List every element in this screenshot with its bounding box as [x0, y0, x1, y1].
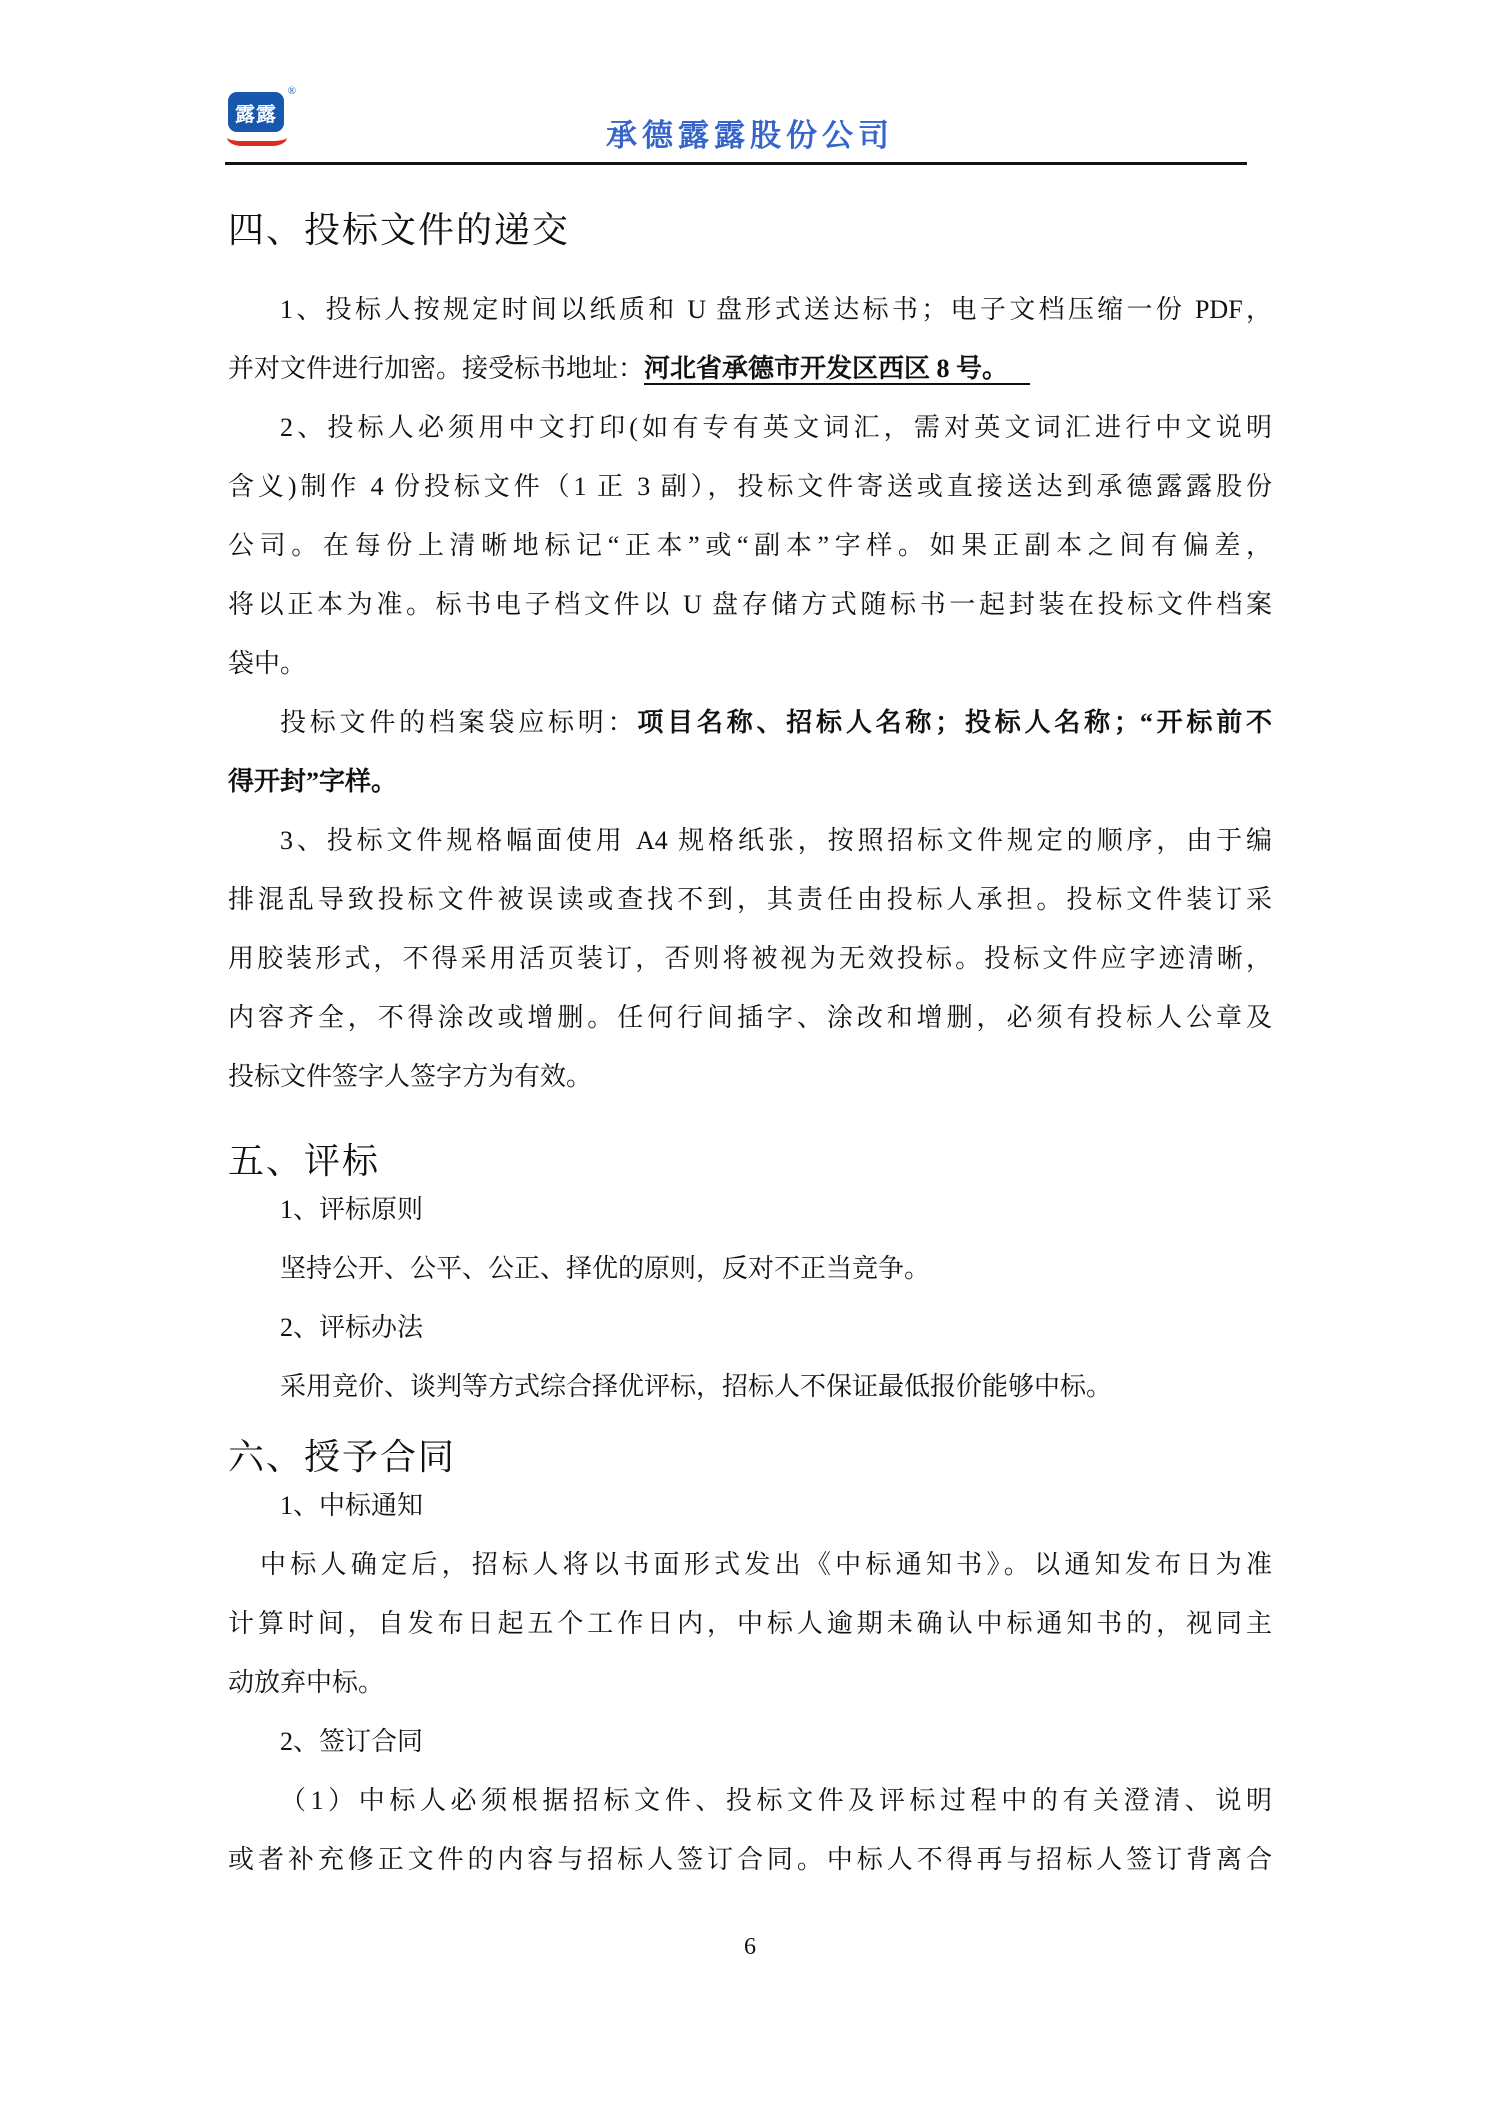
list-item-label: 2、签订合同	[280, 1727, 424, 1756]
section-contract-award-text	[228, 1476, 1272, 1889]
company-name: 承德露露股份公司	[606, 118, 894, 153]
paragraph-line: 动放弃中标。	[228, 1668, 385, 1697]
paragraph-line: 计算时间，自发布日起五个工作日内，中标人逾期未确认中标通知书的，视同主	[228, 1609, 1272, 1638]
section-submission-text	[228, 280, 1272, 1106]
section-title-contract-award: 六、授予合同	[228, 1437, 457, 1477]
paragraph-line: 3、投标文件规格幅面使用 A4 规格纸张，按照招标文件规定的顺序，由于编	[280, 826, 1272, 855]
list-item-label: 2、评标办法	[280, 1313, 424, 1342]
paragraph-line: 或者补充修正文件的内容与招标人签订合同。中标人不得再与招标人签订背离合	[228, 1845, 1272, 1874]
registered-trademark-icon: ®	[287, 85, 297, 97]
list-item-label: 1、评标原则	[280, 1195, 424, 1224]
section-title-submission: 四、投标文件的递交	[228, 210, 571, 250]
logo-text: 露露	[235, 103, 277, 126]
document-body	[228, 0, 1272, 1889]
paragraph-line: 公司。在每份上清晰地标记“正本”或“副本”字样。如果正副本之间有偏差，	[228, 531, 1272, 560]
paragraph-line: 排混乱导致投标文件被误读或查找不到，其责任由投标人承担。投标文件装订采	[228, 885, 1272, 914]
paragraph-line: 得开封”字样。	[228, 767, 398, 796]
list-item-label: 1、中标通知	[280, 1491, 424, 1520]
paragraph-line: 用胶装形式，不得采用活页装订，否则将被视为无效投标。投标文件应字迹清晰，	[228, 944, 1272, 973]
archive-bag-label: 投标文件的档案袋应标明：	[280, 708, 638, 737]
paragraph-line: 坚持公开、公平、公正、择优的原则，反对不正当竞争。	[280, 1254, 931, 1283]
section-evaluation-text	[228, 1180, 1272, 1416]
paragraph-line: （1）中标人必须根据招标文件、投标文件及评标过程中的有关澄清、说明	[280, 1786, 1272, 1815]
paragraph-line: 将以正本为准。标书电子档文件以 U 盘存储方式随标书一起封装在投标文件档案	[228, 590, 1272, 619]
paragraph-line: 含义)制作 4 份投标文件（1 正 3 副），投标文件寄送或直接送达到承德露露股份	[228, 472, 1272, 501]
section-title-evaluation: 五、评标	[228, 1141, 381, 1181]
paragraph-line: 内容齐全，不得涂改或增删。任何行间插字、涂改和增删，必须有投标人公章及	[228, 1003, 1272, 1032]
paragraph-line: 袋中。	[228, 649, 307, 678]
paragraph-line: 2、投标人必须用中文打印(如有专有英文词汇，需对英文词汇进行中文说明	[280, 413, 1272, 442]
paragraph-line: 1、投标人按规定时间以纸质和 U 盘形式送达标书；电子文档压缩一份 PDF，	[280, 295, 1272, 324]
address-label: 并对文件进行加密。接受标书地址：	[228, 354, 645, 383]
paragraph-line: 采用竞价、谈判等方式综合择优评标，招标人不保证最低报价能够中标。	[280, 1372, 1113, 1401]
paragraph-line	[228, 693, 1272, 752]
archive-bag-requirement: 项目名称、招标人名称；投标人名称；“开标前不	[637, 708, 1272, 737]
paragraph-line: 投标文件签字人签字方为有效。	[228, 1062, 593, 1091]
paragraph-line	[228, 339, 1272, 398]
bid-delivery-address: 河北省承德市开发区西区 8 号。	[644, 354, 1030, 385]
page-number: 6	[744, 1934, 756, 1960]
paragraph-line: 中标人确定后，招标人将以书面形式发出《中标通知书》。以通知发布日为准	[260, 1550, 1272, 1579]
